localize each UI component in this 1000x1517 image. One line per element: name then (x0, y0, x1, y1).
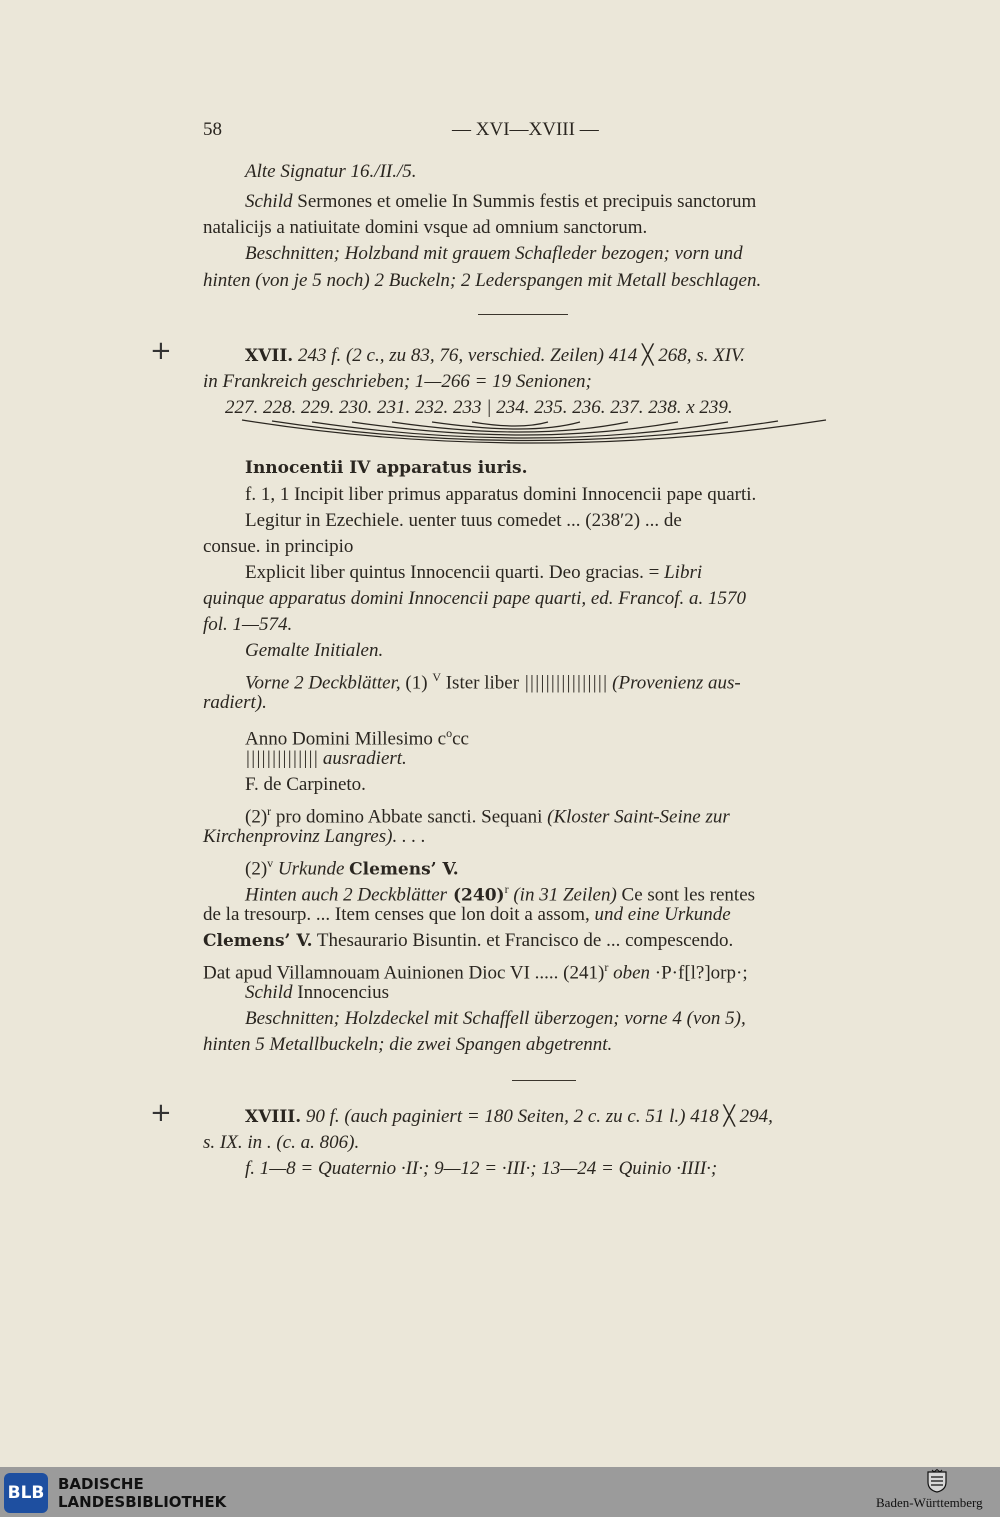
line-13 (245, 560, 702, 586)
line-32b: 90 f. (auch paginiert = 180 Seiten, 2 c. zu c. 51 l.) 418 ╳ 294, (301, 1106, 773, 1127)
line-4: Beschnitten; Holzband mit grauem Schafleder bezogen; vorn und (245, 243, 743, 264)
line-27 (203, 928, 733, 954)
line-19a: Anno Domini Millesimo c (245, 728, 447, 750)
line-15: fol. 1—574. (203, 614, 293, 635)
line-5: hinten (von je 5 noch) 2 Buckeln; 2 Lederspangen mit Metall beschlagen. (203, 270, 762, 291)
line-17c: V (432, 670, 441, 684)
line-18: radiert). (203, 692, 267, 713)
entry-number-xviii: XVIII. (245, 1107, 302, 1127)
line-17 (245, 664, 741, 696)
line-2a: Schild (245, 191, 293, 212)
line-28a: Dat apud Villamnouam Auinionen Dioc VI ..... (241) (203, 962, 605, 984)
library-name[interactable] (58, 1475, 226, 1511)
line-24a: (2) (245, 858, 268, 880)
line-17d: Ister liber (440, 672, 524, 694)
line-1: Alte Signatur 16./II./5. (245, 161, 417, 182)
line-6b: 243 f. (2 c., zu 83, 76, verschied. Zeilen) 414 ╳ 268, s. XIV. (293, 345, 745, 366)
line-21: F. de Carpineto. (245, 774, 366, 795)
line-32 (245, 1104, 773, 1130)
line-6 (245, 343, 745, 369)
line-27a: Clemens’ V. (203, 931, 313, 951)
quire-arcs-diagram (220, 416, 850, 456)
line-27b: Thesaurario Bisuntin. et Francisco de ... compescendo. (312, 930, 734, 951)
line-26a: de la tresourp. ... Item censes que lon doit a assom, (203, 904, 595, 925)
line-8: 227. 228. 229. 230. 231. 232. 233 | 234. 235. 236. 237. 238. x 239. (225, 397, 733, 418)
entry-number-xvii: XVII. (245, 346, 294, 366)
line-28d: ·P·f[l?]orp·; (650, 962, 748, 984)
line-25b: (240) (447, 885, 505, 906)
line-24c: Urkunde (273, 858, 350, 880)
line-22b: r (267, 804, 272, 818)
line-9: Innocentii IV apparatus iuris. (245, 458, 528, 478)
line-33: s. IX. in . (c. a. 806). (203, 1132, 360, 1153)
line-14: quinque apparatus domini Innocencii pape quarti, ed. Francof. a. 1570 (203, 588, 747, 609)
library-line-2: LANDESBIBLIOTHEK (58, 1493, 227, 1511)
running-title: — XVI—XVIII — (452, 119, 599, 140)
section-divider-1 (478, 314, 568, 315)
blb-logo[interactable]: BLB (4, 1473, 48, 1513)
state-name[interactable]: Baden-Württemberg (876, 1495, 983, 1510)
line-2 (245, 189, 756, 215)
line-12: consue. in principio (203, 536, 354, 557)
line-25a: Hinten auch 2 Deckblätter (245, 884, 448, 906)
arc-7 (472, 422, 548, 426)
line-17e: |||||||||||||||| (Provenienz aus- (523, 672, 741, 694)
line-34: f. 1—8 = Quaternio ·II·; 9—12 = ·III·; 13—24 = Quinio ·IIII·; (245, 1158, 718, 1179)
line-23: Kirchenprovinz Langres). . . . (203, 826, 426, 847)
state-crest-icon (926, 1469, 948, 1493)
line-25c: r (504, 882, 509, 896)
line-24b: v (267, 856, 274, 870)
line-26 (203, 902, 731, 928)
line-17b: (1) (400, 672, 433, 694)
line-30: Beschnitten; Holzdeckel mit Schaffell überzogen; vorne 4 (von 5), (245, 1008, 746, 1029)
footer-bar (0, 1467, 1000, 1517)
line-3: natalicijs a natiuitate domini vsque ad omnium sanctorum. (203, 217, 648, 238)
line-22a: (2) (245, 806, 268, 828)
line-7: in Frankreich geschrieben; 1—266 = 19 Senionen; (203, 371, 592, 392)
section-divider-2 (512, 1080, 576, 1081)
line-25e: Ce sont les rentes (616, 884, 756, 906)
line-28b: r (604, 960, 609, 974)
margin-plus-2: + (150, 1098, 172, 1128)
line-25d: (in 31 Zeilen) (508, 884, 617, 906)
line-19b: o (446, 726, 453, 740)
line-29a: Schild (245, 982, 293, 1003)
line-2b: Sermones et omelie In Summis festis et precipuis sanctorum (292, 191, 757, 212)
line-29 (245, 980, 389, 1006)
line-10: f. 1, 1 Incipit liber primus apparatus domini Innocencii pape quarti. (245, 484, 757, 505)
line-17a: Vorne 2 Deckblätter, (245, 672, 401, 694)
page-number: 58 (203, 119, 222, 140)
line-26b: und eine Urkunde (594, 904, 731, 925)
line-29b: Innocencius (292, 982, 390, 1003)
line-31: hinten 5 Metallbuckeln; die zwei Spangen abgetrennt. (203, 1034, 613, 1055)
line-20: |||||||||||||| ausradiert. (245, 748, 407, 769)
line-22c: pro domino Abbate sancti. Sequani (271, 806, 548, 828)
margin-plus-1: + (150, 336, 172, 366)
line-28c: oben (608, 962, 651, 984)
line-19c: cc (452, 728, 469, 750)
line-11: Legitur in Ezechiele. uenter tuus comedet ... (238′2) ... de (245, 510, 682, 531)
library-line-1: BADISCHE (58, 1475, 144, 1493)
line-16: Gemalte Initialen. (245, 640, 384, 661)
line-22d: (Kloster Saint-Seine zur (547, 806, 730, 828)
line-13b: Libri (664, 562, 703, 583)
line-13a: Explicit liber quintus Innocencii quarti. Deo gracias. = (245, 562, 665, 583)
line-24d: Clemens’ V. (349, 859, 459, 880)
